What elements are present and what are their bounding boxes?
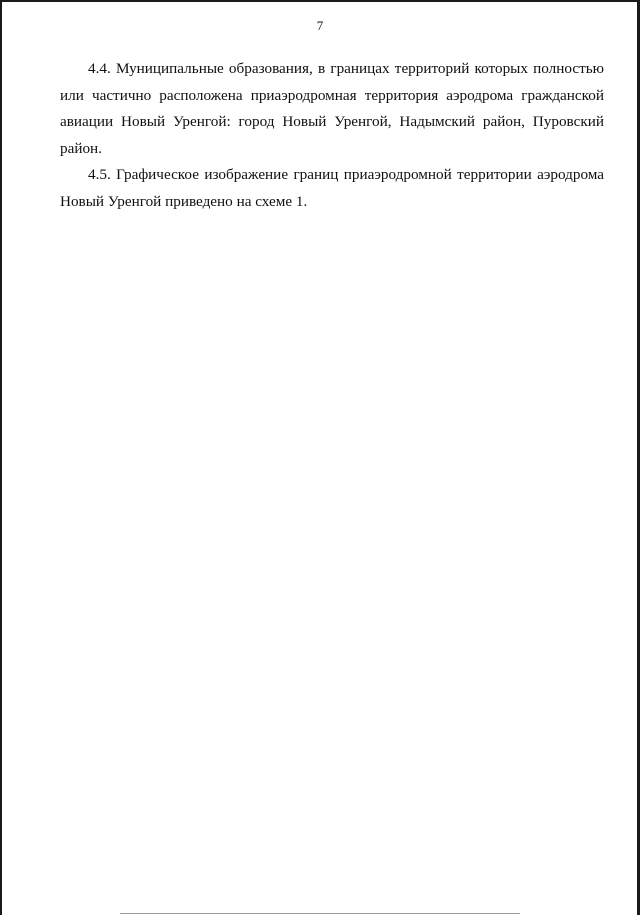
paragraph-4-5: 4.5. Графическое изображение границ приаэродромной территории аэродрома Новый Уренгой приведено на схеме 1. <box>60 166 604 210</box>
scan-edge-top <box>0 0 640 2</box>
document-body <box>60 56 604 215</box>
scan-edge-left <box>0 0 2 915</box>
paragraph-4-4: 4.4. Муниципальные образования, в границах территорий которых полностью или частично расположена приаэродромная территория аэродрома гражданской авиации Новый Уренгой: город Новый Уренгой, Надымский район, Пуровский район. <box>60 60 604 157</box>
scan-edge-bottom <box>120 913 520 914</box>
page-number: 7 <box>316 18 324 33</box>
